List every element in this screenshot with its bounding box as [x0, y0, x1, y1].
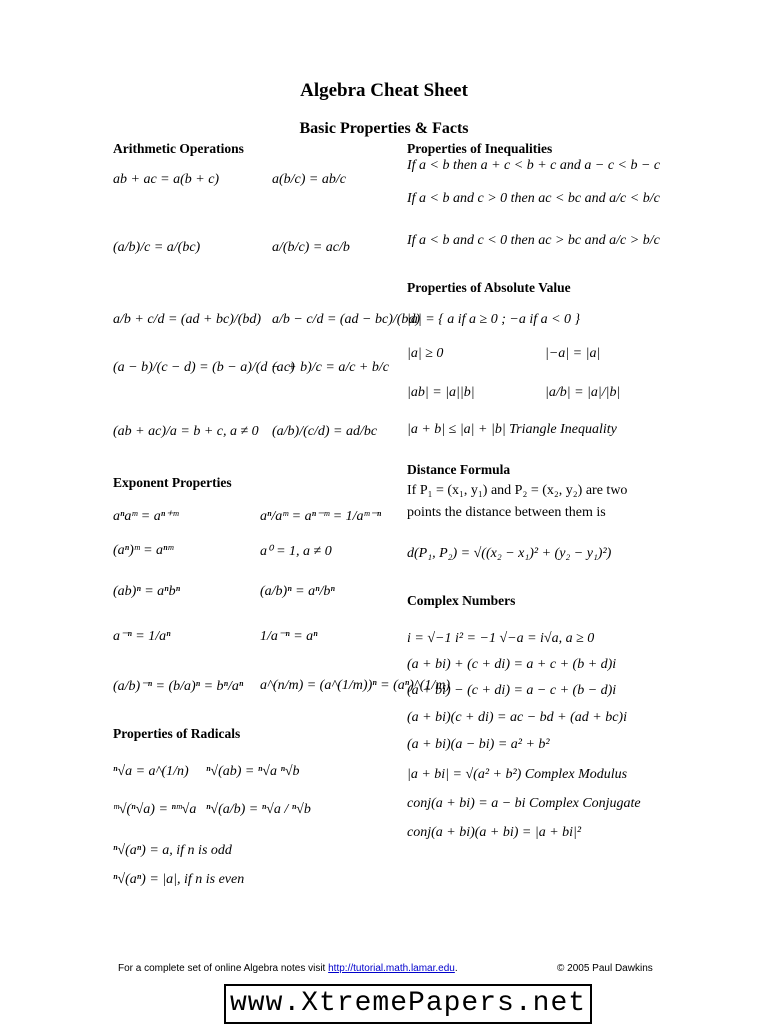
formula: conj(a + bi)(a + bi) = |a + bi|²	[407, 825, 582, 840]
formula: i = √−1 i² = −1 √−a = i√a, a ≥ 0	[407, 631, 595, 646]
formula: ᵐ√(ⁿ√a) = ⁿᵐ√a	[113, 802, 197, 817]
formula: (a/b)⁻ⁿ = (b/a)ⁿ = bⁿ/aⁿ	[113, 679, 244, 694]
formula: (a/b)/(c/d) = ad/bc	[272, 424, 378, 439]
formula: |a| = { a if a ≥ 0 ; −a if a < 0 }	[407, 312, 581, 327]
formula: a/(b/c) = ac/b	[272, 240, 350, 255]
section-distance-heading: Distance Formula	[407, 462, 511, 477]
formula: |a/b| = |a|/|b|	[545, 385, 621, 400]
formula: (a/b)ⁿ = aⁿ/bⁿ	[260, 584, 335, 599]
formula: ⁿ√(a/b) = ⁿ√a / ⁿ√b	[206, 802, 311, 817]
copyright: © 2005 Paul Dawkins	[557, 963, 653, 974]
formula: ⁿ√(aⁿ) = a, if n is odd	[113, 843, 232, 858]
formula: (ab + ac)/a = b + c, a ≠ 0	[113, 424, 259, 439]
footer-text: For a complete set of online Algebra notes visit	[118, 963, 329, 974]
distance-text: If P₁ = (x₁, y₁) and P₂ = (x₂, y₂) are two	[407, 483, 628, 498]
formula: (a + bi) + (c + di) = a + c + (b + d)i	[407, 657, 617, 672]
formula: (a/b)/c = a/(bc)	[113, 240, 201, 255]
distance-formula: d(P₁, P₂) = √((x₂ − x₁)² + (y₂ − y₁)²)	[407, 546, 612, 561]
formula: a⁰ = 1, a ≠ 0	[260, 544, 332, 559]
footer-end: .	[454, 963, 458, 974]
formula: |a + b| ≤ |a| + |b| Triangle Inequality	[407, 422, 617, 437]
formula: a/b − c/d = (ad − bc)/(bd)	[272, 312, 421, 327]
page-subtitle: Basic Properties & Facts	[299, 120, 469, 137]
formula: conj(a + bi) = a − bi Complex Conjugate	[407, 796, 641, 811]
watermark: www.XtremePapers.net	[224, 984, 592, 1024]
formula: If a < b and c > 0 then ac < bc and a/c < b/c	[407, 191, 660, 206]
formula: 1/a⁻ⁿ = aⁿ	[260, 629, 318, 644]
formula: a/b + c/d = (ad + bc)/(bd)	[113, 312, 262, 327]
section-arithmetic-heading: Arithmetic Operations	[113, 141, 244, 156]
distance-text: points the distance between them is	[407, 505, 606, 520]
formula: aⁿaᵐ = aⁿ⁺ᵐ	[113, 509, 179, 524]
section-complex-heading: Complex Numbers	[407, 593, 516, 608]
formula: ⁿ√(aⁿ) = |a|, if n is even	[113, 872, 245, 887]
formula: (ab)ⁿ = aⁿbⁿ	[113, 584, 180, 599]
section-inequalities-heading: Properties of Inequalities	[407, 141, 553, 156]
formula: a(b/c) = ab/c	[272, 172, 346, 187]
formula: (a + b)/c = a/c + b/c	[272, 360, 389, 375]
formula: |−a| = |a|	[545, 346, 601, 361]
formula: ⁿ√(ab) = ⁿ√a ⁿ√b	[206, 764, 300, 779]
formula: (aⁿ)ᵐ = aⁿᵐ	[113, 543, 174, 558]
formula: aⁿ/aᵐ = aⁿ⁻ᵐ = 1/aᵐ⁻ⁿ	[260, 509, 382, 524]
formula: (a + bi)(c + di) = ac − bd + (ad + bc)i	[407, 710, 627, 725]
footer-note	[118, 963, 458, 974]
formula: (a + bi)(a − bi) = a² + b²	[407, 737, 550, 752]
formula: If a < b then a + c < b + c and a − c < b − c	[407, 158, 661, 173]
formula: (a + bi) − (c + di) = a − c + (b − d)i	[407, 683, 617, 698]
formula: |a| ≥ 0	[407, 346, 444, 361]
section-radicals-heading: Properties of Radicals	[113, 726, 241, 741]
page-title: Algebra Cheat Sheet	[300, 80, 468, 101]
section-absolute-value-heading: Properties of Absolute Value	[407, 280, 571, 295]
formula: ab + ac = a(b + c)	[113, 172, 220, 187]
formula: a⁻ⁿ = 1/aⁿ	[113, 629, 171, 644]
formula: If a < b and c < 0 then ac > bc and a/c > b/c	[407, 233, 660, 248]
formula: a^(n/m) = (a^(1/m))ⁿ = (aⁿ)^(1/m)	[260, 678, 451, 693]
formula: |a + bi| = √(a² + b²) Complex Modulus	[407, 767, 628, 782]
section-exponent-heading: Exponent Properties	[113, 475, 232, 490]
formula: |ab| = |a||b|	[407, 385, 475, 400]
footer-link[interactable]: http://tutorial.math.lamar.edu	[328, 963, 455, 974]
formula: ⁿ√a = a^(1/n)	[113, 764, 189, 779]
formula: (a − b)/(c − d) = (b − a)/(d − c)	[113, 360, 295, 375]
